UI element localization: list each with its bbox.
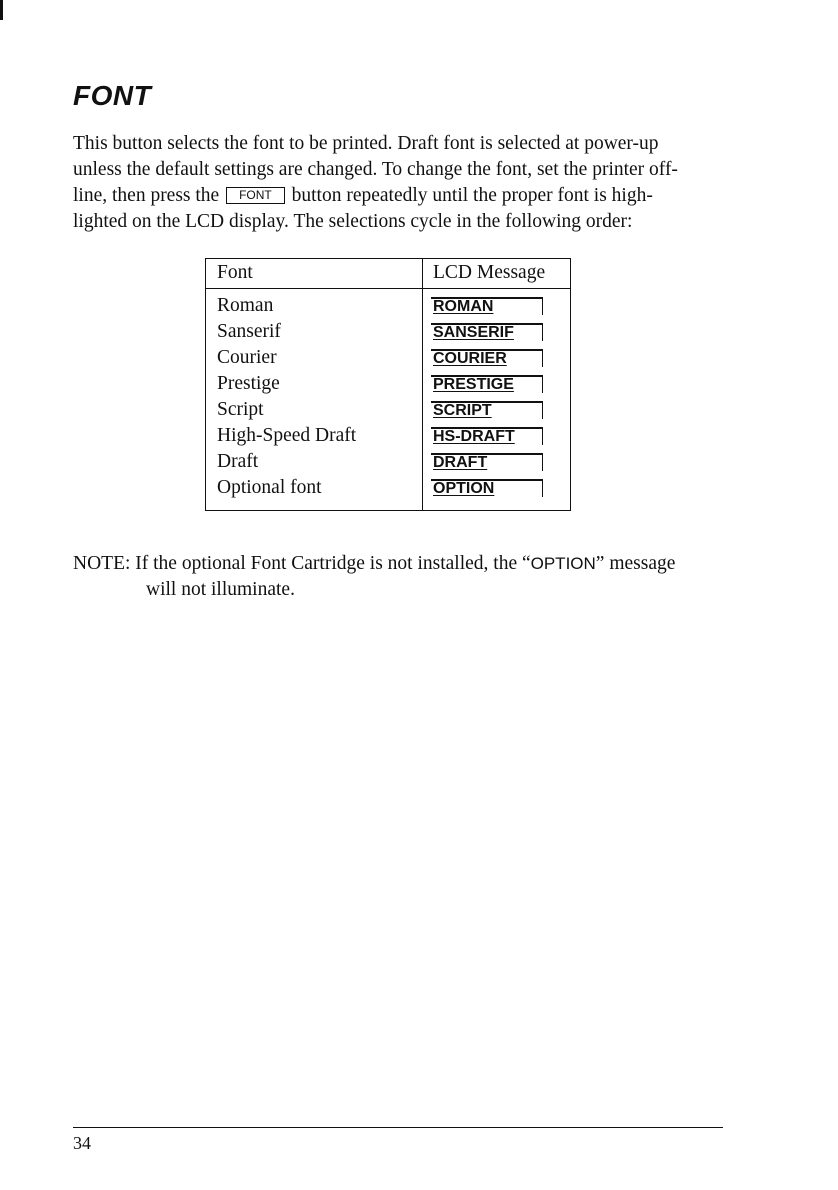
- footer-rule: [73, 1127, 723, 1128]
- table-header-rule: [206, 288, 570, 289]
- lcd-message-text: SANSERIF: [433, 324, 514, 341]
- font-name: High-Speed Draft: [217, 425, 357, 446]
- lcd-message-text: HS-DRAFT: [433, 428, 515, 445]
- table-row: [206, 371, 570, 397]
- table-header-font: Font: [217, 262, 253, 283]
- intro-line-3: [73, 183, 733, 209]
- lcd-message-text: ROMAN: [433, 298, 494, 315]
- option-message-word: OPTION: [530, 554, 596, 573]
- lcd-message-indicator: [431, 427, 543, 445]
- lcd-message-text: SCRIPT: [433, 402, 492, 419]
- font-name: Script: [217, 399, 264, 420]
- lcd-message-text: DRAFT: [433, 454, 488, 471]
- note-text-end: ” message: [595, 553, 676, 574]
- intro-line-3-end: button repeatedly until the proper font is high-: [286, 185, 653, 206]
- table-row: [206, 397, 570, 423]
- intro-paragraph: [73, 131, 733, 235]
- font-name: Draft: [217, 451, 259, 472]
- font-button-keycap: FONT: [226, 187, 285, 204]
- table-row: [206, 423, 570, 449]
- note-label: NOTE:: [73, 553, 131, 574]
- font-name: Prestige: [217, 373, 280, 394]
- intro-line-1: This button selects the font to be printed. Draft font is selected at power-up: [73, 133, 659, 154]
- table-row: [206, 319, 570, 345]
- note-line-2: will not illuminate.: [146, 579, 295, 600]
- table-body: [206, 293, 570, 501]
- lcd-message-indicator: [431, 349, 543, 367]
- intro-line-2: unless the default settings are changed. To change the font, set the printer off-: [73, 159, 678, 180]
- table-row: [206, 475, 570, 501]
- page-edge-mark: [0, 0, 3, 20]
- note-block: [73, 551, 753, 603]
- note-text-start: If the optional Font Cartridge is not installed, the “: [130, 553, 531, 574]
- font-name: Roman: [217, 295, 274, 316]
- lcd-message-indicator: [431, 401, 543, 419]
- lcd-message-text: OPTION: [433, 480, 495, 497]
- lcd-message-indicator: [431, 453, 543, 471]
- table-header-lcd-message: LCD Message: [433, 262, 546, 283]
- lcd-message-indicator: [431, 479, 543, 497]
- lcd-message-indicator: [431, 297, 543, 315]
- lcd-message-text: COURIER: [433, 350, 507, 367]
- table-row: [206, 293, 570, 319]
- lcd-message-text: PRESTIGE: [433, 376, 514, 393]
- font-name: Optional font: [217, 477, 322, 498]
- page-number: 34: [73, 1133, 91, 1153]
- intro-line-3-start: line, then press the: [73, 185, 225, 206]
- intro-line-4: lighted on the LCD display. The selections cycle in the following order:: [73, 211, 633, 232]
- table-row: [206, 449, 570, 475]
- table-row: [206, 345, 570, 371]
- font-selection-table: [205, 258, 571, 511]
- section-heading: FONT: [73, 80, 152, 111]
- lcd-message-indicator: [431, 323, 543, 341]
- lcd-message-indicator: [431, 375, 543, 393]
- font-name: Sanserif: [217, 321, 281, 342]
- font-name: Courier: [217, 347, 277, 368]
